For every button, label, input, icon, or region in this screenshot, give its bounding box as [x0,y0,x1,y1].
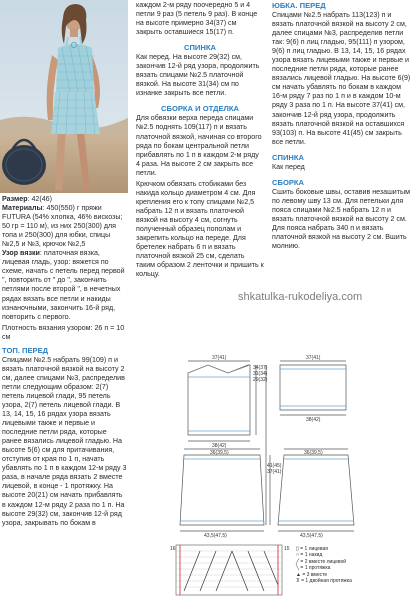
dim-skirt-w3: 36(39,5) [304,450,323,456]
column-3 [272,1,412,251]
legend-label: = 1 двойная протяжка [301,578,352,585]
density-text: Плотность вязания узором: 26 п = 10 см [2,323,125,341]
dim-top-h3: 29(32) [253,377,268,383]
back-heading: СПИНКА [183,43,216,53]
dim-skirt-h2: 37(41) [267,469,282,475]
size-value: : 42(46) [27,195,52,203]
back-text: Как перед. На высоте 29(32) см, закончив 12-й ряд узора, продолжить вязать спицами №2.5 платочной вязкой. На высоте 31(34) см по изнанке закрыть все петли. [136,53,260,98]
legend-symbol-icon: ╱ [296,558,301,565]
legend-symbol-icon: ⊼ [296,578,302,585]
column-1 [2,195,128,528]
dim-bottom-w1: 43,5(47,5) [204,533,227,539]
dim-skirt-w2: 38(42) [306,417,321,423]
top-bottom-outline [180,455,264,525]
legend-symbol-icon: ╲ [296,565,301,572]
skirt-front-heading: ЮБКА. ПЕРЕД [272,1,326,10]
legend-label: = 1 накид [300,552,323,559]
skirt-front-text: Спицами №2.5 набрать 113(123) п и вязать платочной вязкой на высоту 2 см, далее спицами №3, распределив петли так: 9(6) п лиц гладью, 95(111) п узором, 9(6) п лиц гладью. В 13, 14, 15, 16 рядах узора вязать лицевыми также и первые и последние петли ряда, которые ранее вязались лицевой гладью. На высоте 6(9) см начать убавлять по бокам в каждом 16-м ряду 7 раз по 1 п и в каждом 10-м ряду 3 раза по 1 п. На высоте 37(41) см, закончив 12-й ряд узора, продолжить вязать платочной вязкой на оставшихся 93(103) п. На высоте 41(45) см закрыть все петли. [272,11,411,146]
top-front-continued: каждом 2-м ряду поочередно 5 и 4 петли 9 раз (5 петель 9 раз). В конце на высоте примерно 34(37) см закрыть оставшиеся 15(17) п. [136,1,258,37]
legend-symbol-icon: ○ [296,552,301,559]
legend-item [296,578,406,584]
dim-top-w2: 38(42) [212,443,227,449]
dim-top-w3: 36(39,5) [210,450,229,456]
materials-text: : 450(550) г пряжи FUTURA (54% хлопка, 46% вискозы; 50 гр = 110 м), из них 250(300) для топа и 250(300) для юбки, спицы №2,5 и №3, крючок №2,5 [2,204,123,249]
legend-label: = 2 вместе лицевой [300,558,347,565]
dim-top-h1: 34(37) [253,365,268,371]
stitch-chart [170,545,290,595]
dim-top-w1: 37(41) [212,355,227,361]
chart-row-number-right: 15 [284,546,290,552]
outfit-photo-illustration [0,0,128,193]
skirt-assembly-text: Сшить боковые швы, оставив незашитым по левому шву 13 см. Для петельки для пояса спицами №2.5 набрать 12 п и вязать платочной вязкой на высоту 2 см. Для пояса набрать 340 п и вязать платочной вязкой на высоту 2 см. Вшить молнию. [272,187,410,251]
materials-paragraph [2,204,128,249]
dim-top-h2: 31(34) [253,371,268,377]
pattern-text: : платочная вязка, лицевая гладь, узор: вяжется по схеме, начать с петель перед первой ", повторить от " до ", закончить петлями после второй ", в нечетных рядах вязать все петли и накиды изнаночными, закончить 16-й ряд, повторить с первого. [2,249,125,321]
watermark: shkatulka-rukodeliya.com [238,291,363,303]
skirt-back-text: Как перед [272,162,305,171]
legend-label: = 1 протяжка [300,565,331,572]
legend-label: = 1 лицевая [300,546,329,552]
assembly-text: Для обвязки верха переда спицами №2.5 поднять 109(117) п и вязать платочной вязкой, начиная со второго ряда по бокам центральной петли прибавлять по 1 п в каждом 2-м ряду 4 раза. На высоте 2 см закрыть все петли. [136,114,262,177]
top-front-heading: ТОП. ПЕРЕД [2,345,49,355]
assembly-heading: СБОРКА И ОТДЕЛКА [161,104,239,114]
size-paragraph [2,195,128,204]
skirt-assembly-heading: СБОРКА [272,177,305,187]
stitch-legend [296,546,406,584]
dim-skirt-h1: 41(45) [267,463,282,469]
chart-row-number-left: 16 [170,546,176,552]
pattern-label: Узор вязки [2,249,40,258]
dim-skirt-w1: 37(41) [306,355,321,361]
column-2 [136,1,264,279]
legend-symbol-icon: ▯ [296,546,301,552]
size-label: Размер [2,195,28,203]
skirt-back-heading: СПИНКА [272,152,305,162]
top-front-outline [188,365,250,435]
materials-label: Материалы [2,204,43,213]
legend-symbol-icon: ▲ [296,571,303,578]
crochet-text: Крючком обвязать стобиками без накида кольцо диаметром 4 см. Для крепления его к топу спицами №2,5 набрать 12 п и вязать платочной вязкой на высоту 4 см, согнуть полученный образец пополам и закрепить кольцо на переде. Для бретелек набрать 6 п и вязать платочной вязкой 25 см, сделать таким образом 2 ленточки и пришить к кольцу. [136,179,264,279]
top-front-text: Спицами №2.5 набрать 99(109) п и вязать платочной вязкой на высоту 2 см, далее спицами №3, распределив петли следующим образом: 2(7) петель лицевой глади, 95 петель узора, 2(7) петель лицевой глади. В 13, 14, 15, 16 рядах узора вязать лицевыми также и первые и последние петли ряда, которые ранее вязались лицевой гладью. На высоте 5(6) см для притачивания, отступив от края по 1 п, начать убавлять по 1 п в каждом 12-м ряду 3 раза, в начале ряда вязать 2 вместе лицевой, в конце - 1 протяжку. На высоте 20(21) см начать прибавлять в каждом 12-м ряду 2 раза по 1 п. На высоте 29(32) см, закончив 12-й ряд узора, закрывать по бокам в [2,355,127,527]
skirt-bottom-outline [278,455,354,525]
pattern-paragraph [2,249,128,321]
skirt-waist-outline [280,365,346,410]
dim-bottom-w2: 43,5(47,5) [300,533,323,539]
outfit-photo [0,0,128,193]
legend-label: = 3 вместе [302,571,328,578]
